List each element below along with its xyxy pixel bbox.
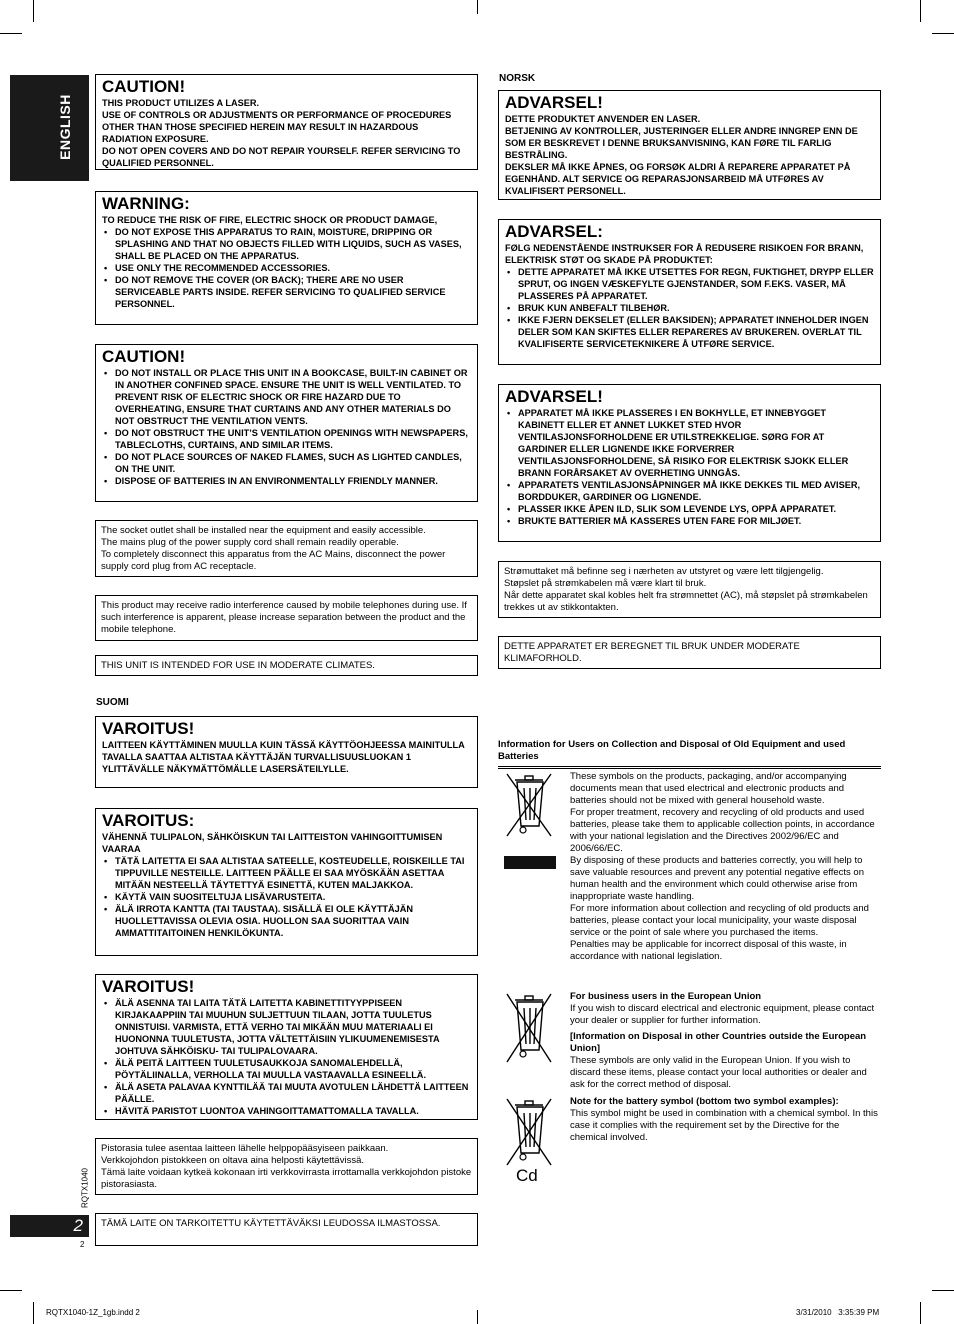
crop-mark — [920, 1302, 921, 1324]
weee-divider — [498, 766, 881, 767]
list-item: • DO NOT INSTALL OR PLACE THIS UNIT IN A BOOKCASE, BUILT-IN CABINET OR IN ANOTHER CONFINED SPACE. ENSURE THE UNIT IS WELL VENTILATED. TO PREVENT RISK OF ELECTRIC SHOCK OR FIRE HAZARD DUE TO OVERHEATING, ENSURE THAT CURTAINS AND ANY OTHER MATERIALS DO NOT OBSTRUCT THE VENTILATION VENTS. — [102, 367, 471, 427]
advarsel-title: ADVARSEL! — [505, 93, 603, 112]
list-item: • ÄLÄ ASETA PALAVAA KYNTTILÄÄ TAI MUUTA AVOTULEN LÄHDETTÄ LAITTEEN PÄÄLLE. — [102, 1081, 471, 1105]
list-item: • DO NOT EXPOSE THIS APPARATUS TO RAIN, MOISTURE, DRIPPING OR SPLASHING AND THAT NO OBJECTS FILLED WITH LIQUIDS, SUCH AS VASES, SHALL BE PLACED ON THE APPARATUS. — [102, 226, 471, 262]
page-number-small: 2 — [80, 1240, 85, 1249]
list-item: • DO NOT OBSTRUCT THE UNIT’S VENTILATION OPENINGS WITH NEWSPAPERS, TABLECLOTHS, CURTAINS, AND SIMILAR ITEMS. — [102, 427, 471, 451]
footer-file: RQTX1040-1Z_1gb.indd 2 — [46, 1308, 140, 1317]
socket-line: Støpslet på strømkabelen må være klart til bruk. — [504, 578, 707, 589]
doc-code: RQTX1040 — [80, 1167, 90, 1209]
radio-notice — [95, 595, 478, 641]
advarsel-line: DETTE PRODUKTET ANVENDER EN LASER. — [505, 114, 701, 124]
chemical-symbol: Cd — [516, 1166, 538, 1185]
list-item: • DO NOT REMOVE THE COVER (OR BACK); THERE ARE NO USER SERVICEABLE PARTS INSIDE. REFER SERVICING TO QUALIFIED SERVICE PERSONNEL. — [102, 274, 471, 310]
weee-heading: Information for Users on Collection and Disposal of Old Equipment and used Batteries — [498, 739, 846, 762]
radio-text: This product may receive radio interference caused by mobile telephones during use. If such interference is apparent, please increase separation between the product and the mobile telephone. — [101, 600, 467, 635]
crop-mark — [33, 1302, 34, 1324]
crop-mark — [0, 1290, 22, 1291]
crop-mark — [477, 1310, 478, 1324]
socket-notice — [95, 520, 478, 577]
battery-title: Note for the battery symbol (bottom two symbol examples): — [570, 1096, 839, 1107]
weee-paragraph: For proper treatment, recovery and recycling of old products and used batteries, please take them to applicable collection points, in accordance with your national legislation and the Directives 2002/96/EC and 2006/66/EC. — [570, 807, 875, 854]
advarsel-intro: FØLG NEDENSTÅENDE INSTRUKSER FOR Å REDUSERE RISIKOEN FOR BRANN, ELEKTRISK STØT OG SKADE PÅ PRODUKTET: — [505, 243, 864, 265]
warning-box — [95, 191, 478, 325]
list-item: • ÄLÄ IRROTA KANTTA (TAI TAUSTAA). SISÄLLÄ EI OLE KÄYTTÄJÄN HUOLLETTAVISSA OLEVIA OSIA. HUOLLON SAA SUORITTAA VAIN AMMATTITAITOINEN HENKILÖKUNTA. — [102, 903, 471, 939]
socket-notice-fi — [95, 1138, 478, 1195]
advarsel-line: DEKSLER MÅ IKKE ÅPNES, OG FORSØK ALDRI Å REPARERE APPARATET PÅ EGENHÅND. ALT SERVICE OG REPARASJONSARBEID MÅ UTFØRES AV KVALIFISERT PERSONELL. — [505, 162, 851, 196]
crop-mark — [932, 1290, 954, 1291]
weee-paragraph: These symbols on the products, packaging, and/or accompanying documents mean that used electrical and electronic products and batteries should not be mixed with general household waste. — [570, 771, 847, 806]
warning-intro: TO REDUCE THE RISK OF FIRE, ELECTRIC SHOCK OR PRODUCT DAMAGE, — [102, 215, 438, 225]
advarsel-title: ADVARSEL: — [505, 222, 603, 241]
socket-line: Tämä laite voidaan kytkeä kokonaan irti verkkovirrasta irrottamalla verkkojohdon pistoke pistorasiasta. — [101, 1167, 472, 1190]
weee-battery-text — [570, 1096, 878, 1144]
warning-list — [102, 226, 471, 310]
varoitus-list — [102, 855, 471, 939]
outside-text: These symbols are only valid in the European Union. If you wish to discard these items, please contact your local authorities or dealer and ask for the correct method of disposal. — [570, 1055, 867, 1090]
crop-mark — [33, 0, 34, 22]
caution-line: USE OF CONTROLS OR ADJUSTMENTS OR PERFORMANCE OF PROCEDURES OTHER THAN THOSE SPECIFIED HEREIN MAY RESULT IN HAZARDOUS RADIATION EXPOSURE. — [102, 110, 452, 144]
caution-list — [102, 367, 471, 487]
weee-paragraph: Penalties may be applicable for incorrect disposal of this waste, in accordance with national legislation. — [570, 939, 847, 962]
footer-date: 3/31/2010 3:35:39 PM — [796, 1308, 880, 1317]
battery-text: This symbol might be used in combination with a chemical symbol. In this case it complies with the requirement set by the Directive for the chemical involved. — [570, 1108, 878, 1143]
climate-notice — [95, 655, 478, 676]
socket-notice-no — [498, 561, 881, 618]
crop-mark — [932, 33, 954, 34]
crop-mark — [920, 0, 921, 22]
socket-line: To completely disconnect this apparatus from the AC Mains, disconnect the power supply cord plug from AC receptacle. — [101, 549, 446, 572]
list-item: • KÄYTÄ VAIN SUOSITELTUJA LISÄVARUSTEITA. — [102, 891, 471, 903]
climate-text: TÄMÄ LAITE ON TARKOITETTU KÄYTETTÄVÄKSI LEUDOSSA ILMASTOSSA. — [101, 1218, 441, 1229]
language-label: ENGLISH — [57, 94, 73, 160]
list-item: • APPARATETS VENTILASJONSÅPNINGER MÅ IKKE DEKKES TIL MED AVISER, BORDDUKER, GARDINER OG LIGNENDE. — [505, 479, 874, 503]
list-item: • IKKE FJERN DEKSELET (ELLER BAKSIDEN); APPARATET INNEHOLDER INGEN DELER SOM KAN SKIFTES ELLER REPARERES AV BRUKEREN. OVERLAT TIL KVALIFISERTE SERVICETEKNIKERE Å UTFØRE SERVICE. — [505, 314, 874, 350]
list-item: • APPARATET MÅ IKKE PLASSERES I EN BOKHYLLE, ET INNEBYGGET KABINETT ELLER ET ANNET LUKKET STED HVOR VENTILASJONSFORHOLDENE ER UTILSTREKKELIGE. SØRG FOR AT GARDINER ELLER LIGNENDE IKKE FORVERRER VENTILASJONSFORHOLDENE, SÅ RISIKO FOR ELEKTRISK SJOKK ELLER BRANN FORÅRSAKET AV OVERHETING UNNGÅS. — [505, 407, 874, 479]
caution-line: THIS PRODUCT UTILIZES A LASER. — [102, 98, 260, 108]
advarsel-line: BETJENING AV KONTROLLER, JUSTERINGER ELLER ANDRE INNGREP ENN DE SOM ER BESKREVET I DENNE BRUKSANVISNING, KAN FØRE TIL FARLIG BESTRÅLING. — [505, 126, 858, 160]
list-item: • ÄLÄ PEITÄ LAITTEEN TUULETUSAUKKOJA SANOMALEHDELLÄ, PÖYTÄLIINALLA, VERHOLLA TAI MUULLA VASTAAVALLA ESINEELLÄ. — [102, 1057, 471, 1081]
advarsel-title: ADVARSEL! — [505, 387, 603, 406]
advarsel-list — [505, 266, 874, 350]
crossed-bin-icon — [502, 772, 556, 872]
varoitus-warning-box — [95, 808, 478, 956]
socket-line: The socket outlet shall be installed near the equipment and easily accessible. — [101, 525, 426, 536]
list-item: • DISPOSE OF BATTERIES IN AN ENVIRONMENTALLY FRIENDLY MANNER. — [102, 475, 471, 487]
crossed-bin-cd-icon — [502, 1097, 556, 1169]
varoitus-text: LAITTEEN KÄYTTÄMINEN MUULLA KUIN TÄSSÄ KÄYTTÖOHJEESSA MAINITULLA TAVALLA SAATTAA ALTISTAA KÄYTTÄJÄN TURVALLISUUSLUOKAN 1 YLITTÄVÄLLE NÄKYMÄTTÖMÄLLE LASERSÄTEILYLLE. — [102, 740, 465, 774]
socket-line: Når dette apparatet skal kobles helt fra strømnettet (AC), må støpslet på strømkabelen trekkes ut av stikkontakten. — [504, 590, 868, 613]
page-number: 2 — [73, 1216, 83, 1235]
varoitus-laser-box — [95, 716, 478, 788]
caution-title: CAUTION! — [102, 347, 186, 366]
warning-title: WARNING: — [102, 194, 190, 213]
advarsel-ventilation-box — [498, 384, 881, 542]
caution-laser-box — [95, 74, 478, 170]
list-item: • DO NOT PLACE SOURCES OF NAKED FLAMES, SUCH AS LIGHTED CANDLES, ON THE UNIT. — [102, 451, 471, 475]
varoitus-title: VAROITUS: — [102, 811, 195, 830]
weee-main-text — [570, 771, 878, 963]
socket-line: Verkkojohdon pistokkeen on oltava aina helposti käytettävissä. — [101, 1155, 364, 1166]
climate-notice-fi — [95, 1213, 478, 1246]
weee-divider — [498, 768, 881, 769]
socket-line: Strømuttaket må befinne seg i nærheten av utstyret og være lett tilgjengelig. — [504, 566, 824, 577]
varoitus-title: VAROITUS! — [102, 977, 195, 996]
list-item: • TÄTÄ LAITETTA EI SAA ALTISTAA SATEELLE, KOSTEUDELLE, ROISKEILLE TAI TIPPUVILLE NESTEILLE. LAITTEEN PÄÄLLE EI SAA MYÖSKÄÄN ASETTAA MITÄÄN NESTEELLÄ TÄYTETTYÄ ESINETTÄ, KUTEN MALJAKKOA. — [102, 855, 471, 891]
list-item: • USE ONLY THE RECOMMENDED ACCESSORIES. — [102, 262, 471, 274]
caution-line: DO NOT OPEN COVERS AND DO NOT REPAIR YOURSELF. REFER SERVICING TO QUALIFIED PERSONNEL. — [102, 146, 461, 168]
weee-paragraph: By disposing of these products and batteries correctly, you will help to save valuable resources and prevent any potential negative effects on human health and the environment which could otherwise arise from inappropriate waste handling. — [570, 855, 864, 902]
crossed-bin-icon — [502, 992, 556, 1066]
weee-paragraph: For more information about collection and recycling of old products and batteries, please contact your local municipality, your waste disposal service or the point of sale where you purchased the items. — [570, 903, 869, 938]
language-tab — [10, 75, 89, 181]
list-item: • HÄVITÄ PARISTOT LUONTOA VAHINGOITTAMATTOMALLA TAVALLA. — [102, 1105, 471, 1117]
business-text: If you wish to discard electrical and electronic equipment, please contact your dealer or supplier for further information. — [570, 1003, 875, 1026]
socket-line: The mains plug of the power supply cord shall remain readily operable. — [101, 537, 399, 548]
varoitus-title: VAROITUS! — [102, 719, 195, 738]
weee-business-text — [570, 991, 878, 1091]
outside-title: [Information on Disposal in other Countries outside the European Union] — [570, 1031, 867, 1054]
list-item: • BRUKTE BATTERIER MÅ KASSERES UTEN FARE FOR MILJØET. — [505, 515, 874, 527]
socket-line: Pistorasia tulee asentaa laitteen lähelle helppopääsyiseen paikkaan. — [101, 1143, 389, 1154]
page-number-tab — [10, 1215, 89, 1237]
varoitus-ventilation-box — [95, 974, 478, 1120]
crop-mark — [477, 0, 478, 14]
list-item: • BRUK KUN ANBEFALT TILBEHØR. — [505, 302, 874, 314]
caution-ventilation-box — [95, 344, 478, 502]
climate-text: THIS UNIT IS INTENDED FOR USE IN MODERATE CLIMATES. — [101, 660, 375, 671]
suomi-label: SUOMI — [96, 697, 129, 708]
list-item: • PLASSER IKKE ÅPEN ILD, SLIK SOM LEVENDE LYS, OPPÅ APPARATET. — [505, 503, 874, 515]
advarsel-list — [505, 407, 874, 527]
climate-notice-no — [498, 636, 881, 669]
doc-code-wrap — [79, 1164, 91, 1212]
climate-text: DETTE APPARATET ER BEREGNET TIL BRUK UNDER MODERATE KLIMAFORHOLD. — [504, 641, 800, 664]
advarsel-laser-box — [498, 90, 881, 200]
varoitus-intro: VÄHENNÄ TULIPALON, SÄHKÖISKUN TAI LAITTEISTON VAHINGOITTUMISEN VAARAA — [102, 832, 443, 854]
varoitus-list — [102, 997, 471, 1117]
caution-title: CAUTION! — [102, 77, 186, 96]
crop-mark — [0, 33, 22, 34]
list-item: • DETTE APPARATET MÅ IKKE UTSETTES FOR REGN, FUKTIGHET, DRYPP ELLER SPRUT, OG INGEN VÆSKEFYLTE GJENSTANDER, SOM F.EKS. VASER, MÅ PLASSERES PÅ APPARATET. — [505, 266, 874, 302]
list-item: • ÄLÄ ASENNA TAI LAITA TÄTÄ LAITETTA KABINETTITYYPPISEEN KIRJAKAAPPIIN TAI MUUHUN SULJETTUUN TILAAN, JOTTA TUULETUS ONNISTUISI. VARMISTA, ETTÄ VERHO TAI MIKÄÄN MUU MATERIAALI EI HUONONNA TUULETUSTA, JOTTA VÄLTETTÄISIIN YLIKUUMENEMISESTA JOHTUVA SÄHKÖISKU- TAI TULIPALOVAARA. — [102, 997, 471, 1057]
business-title: For business users in the European Union — [570, 991, 762, 1002]
norsk-label: NORSK — [499, 73, 536, 84]
advarsel-warning-box — [498, 219, 881, 365]
